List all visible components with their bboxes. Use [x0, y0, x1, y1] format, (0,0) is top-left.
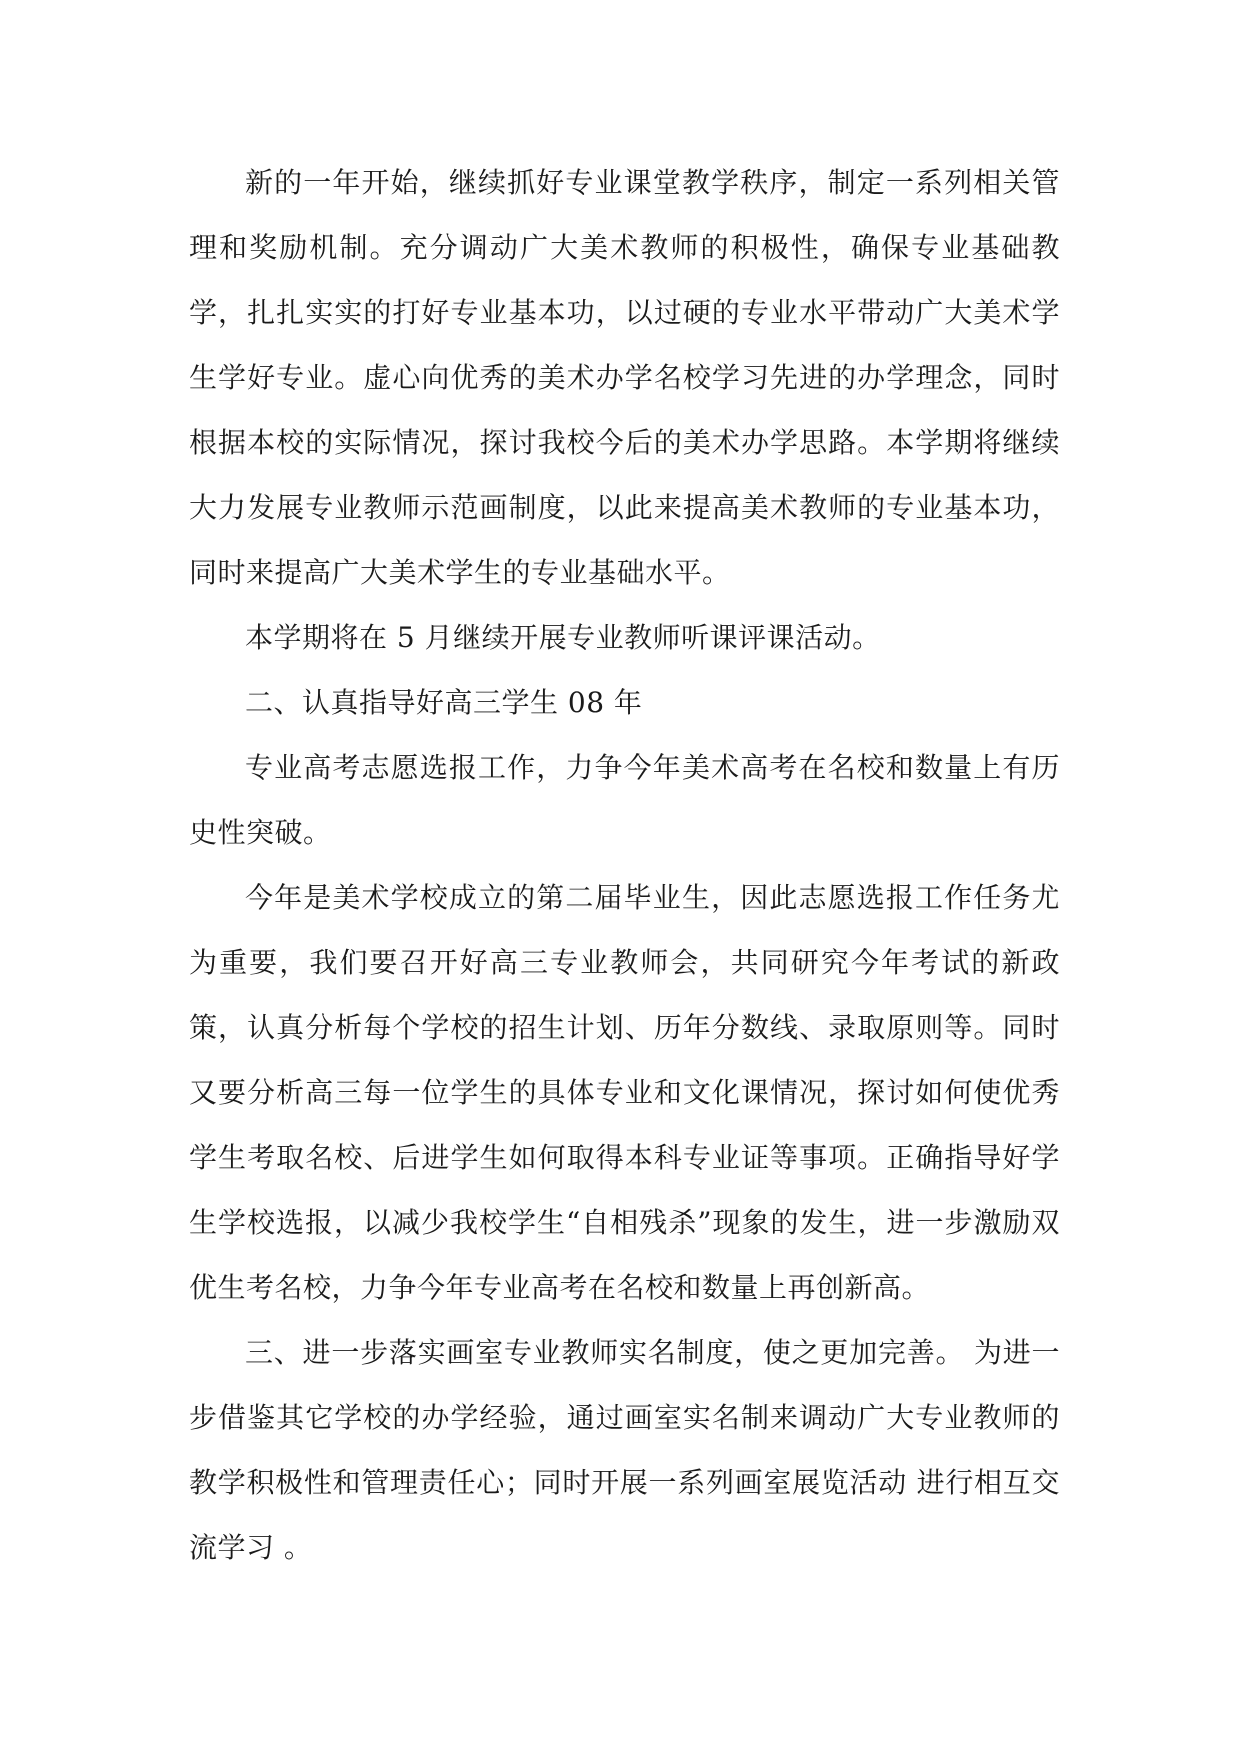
- paragraph-studio-real-name-system: 三、进一步落实画室专业教师实名制度，使之更加完善。 为进一步借鉴其它学校的办学经验，通过画室实名制来调动广大专业教师的教学积极性和管理责任心；同时开展一系列画室展览活动 进行相互交流学习 。: [189, 1336, 1060, 1564]
- section-heading-senior-guidance: 二、认真指导好高三学生 08 年: [245, 686, 643, 719]
- paragraph-application-goal: 专业高考志愿选报工作，力争今年美术高考在名校和数量上有历史性突破。: [189, 751, 1060, 849]
- paragraph-application-work: 今年是美术学校成立的第二届毕业生，因此志愿选报工作任务尤为重要，我们要召开好高三专业教师会，共同研究今年考试的新政策，认真分析每个学校的招生计划、历年分数线、录取原则等。同时又要分析高三每一位学生的具体专业和文化课情况，探讨如何使优秀学生考取名校、后进学生如何取得本科专业证等事项。正确指导好学生学校选报，以减少我校学生“自相残杀”现象的发生，进一步激励双优生考名校，力争今年专业高考在名校和数量上再创新高。: [189, 881, 1060, 1304]
- paragraph-teaching-order: 新的一年开始，继续抓好专业课堂教学秩序，制定一系列相关管理和奖励机制。充分调动广大美术教师的积极性，确保专业基础教学，扎扎实实的打好专业基本功，以过硬的专业水平带动广大美术学生学好专业。虚心向优秀的美术办学名校学习先进的办学理念，同时根据本校的实际情况，探讨我校今后的美术办学思路。本学期将继续大力发展专业教师示范画制度，以此来提高美术教师的专业基本功，同时来提高广大美术学生的专业基础水平。: [189, 166, 1060, 589]
- document-body: [189, 150, 1060, 1580]
- paragraph-lecture-evaluation: 本学期将在 5 月继续开展专业教师听课评课活动。: [245, 621, 881, 654]
